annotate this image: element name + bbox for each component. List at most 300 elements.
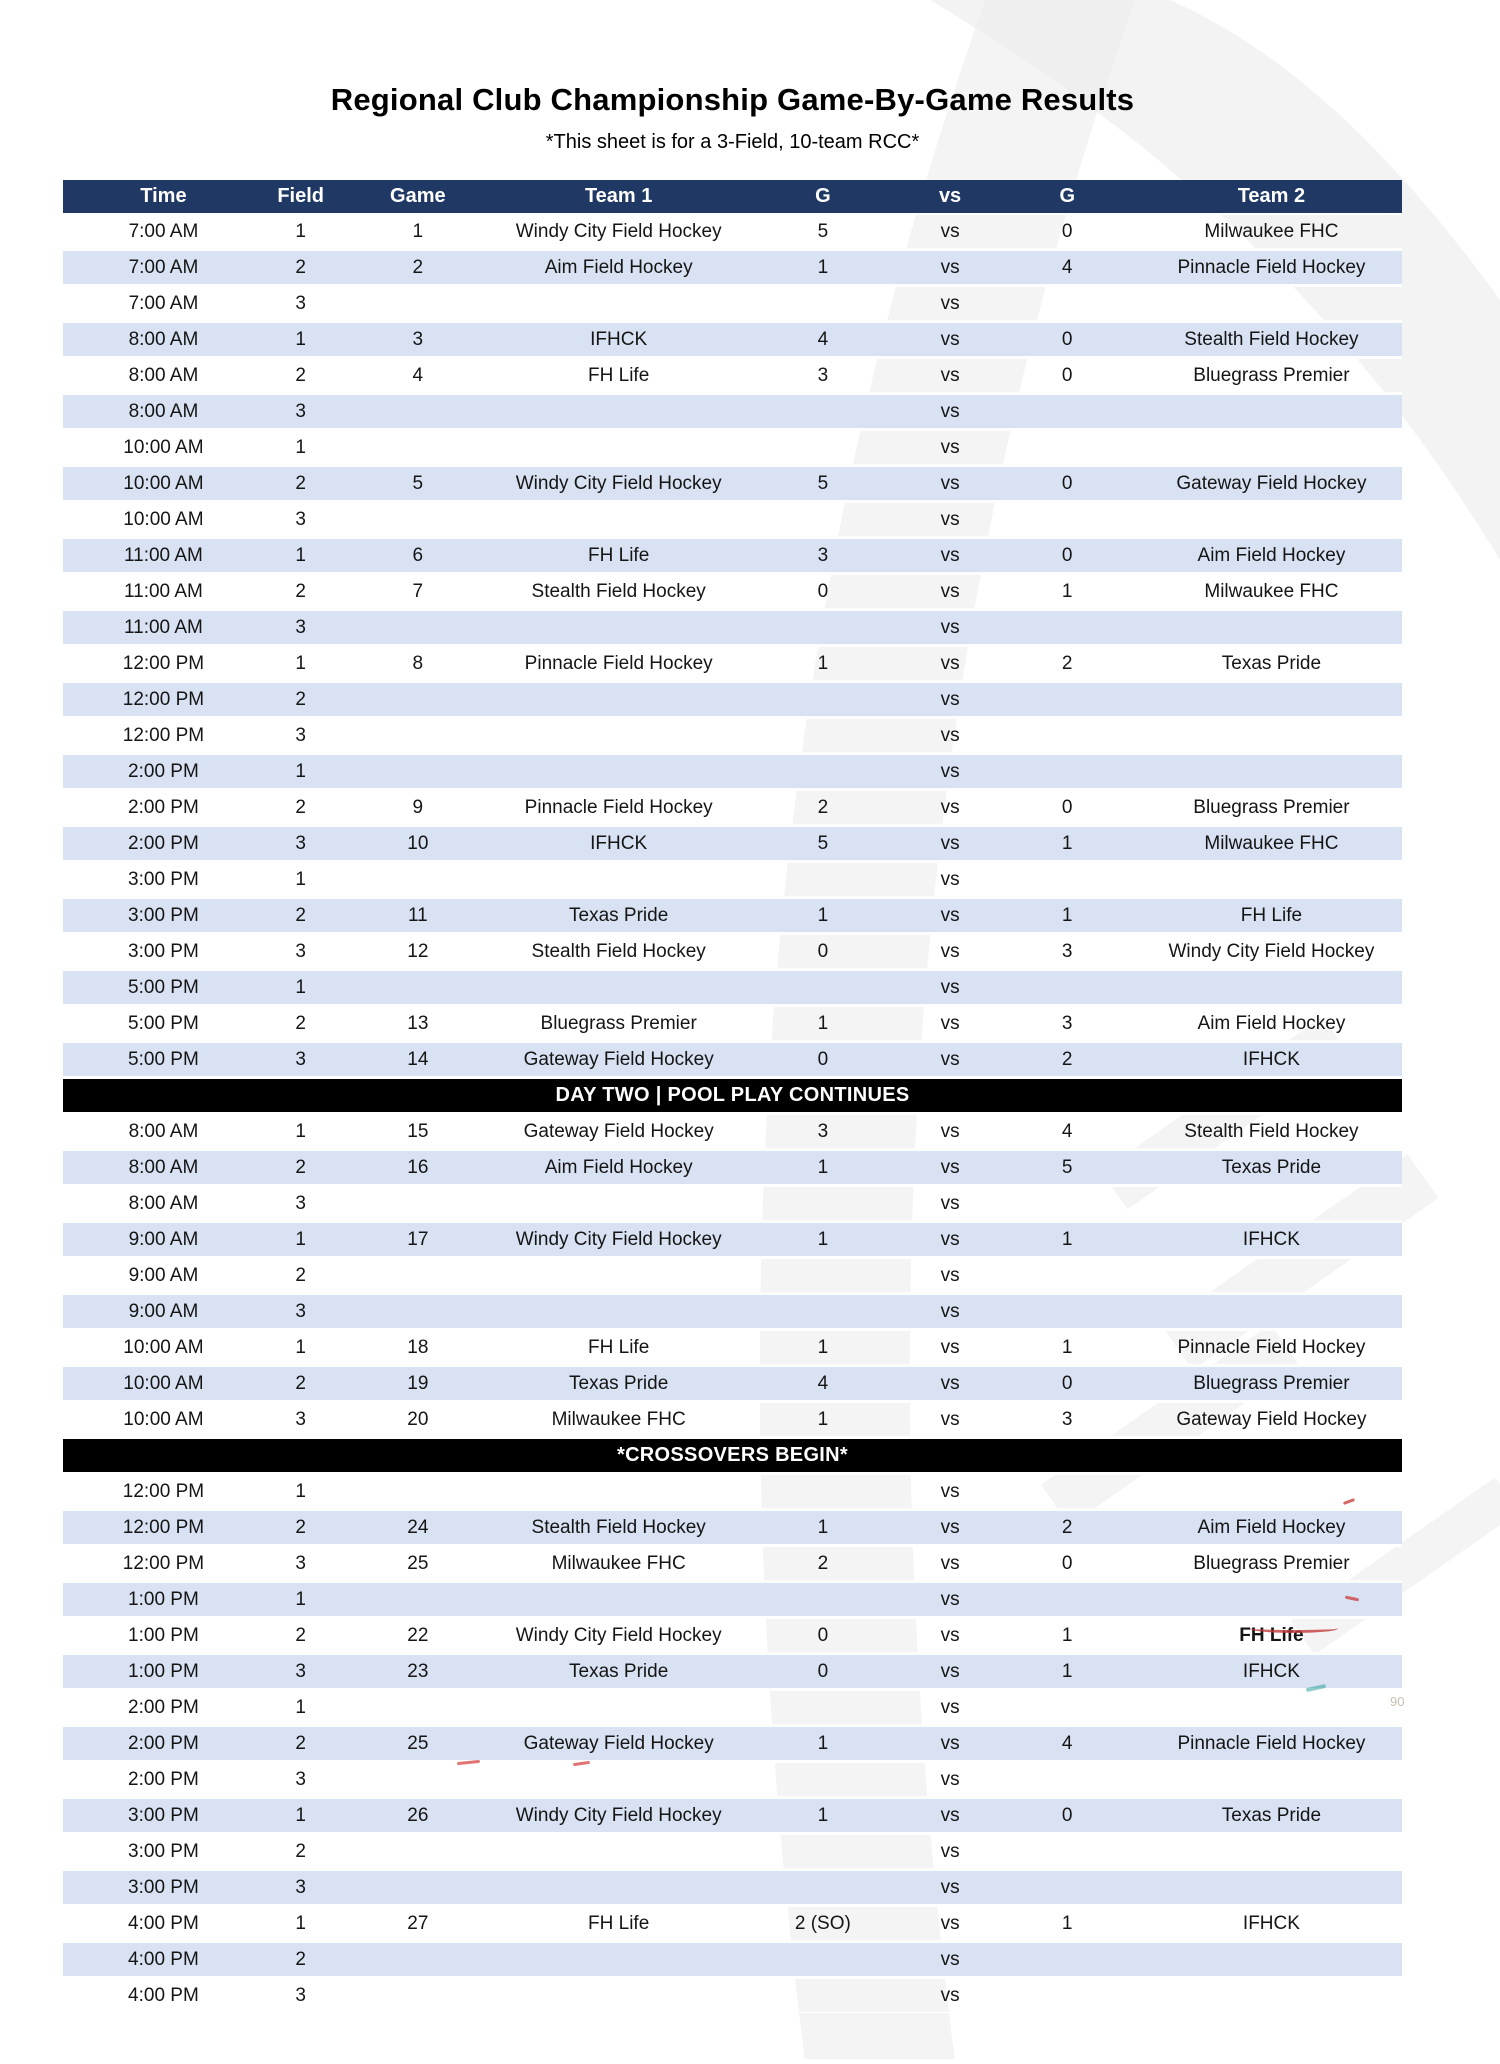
cell-vs: vs bbox=[907, 213, 994, 249]
cell-team2: Texas Pride bbox=[1141, 1797, 1402, 1833]
cell-field: 2 bbox=[264, 573, 338, 609]
game-row bbox=[63, 1041, 1402, 1077]
cell-team2 bbox=[1141, 429, 1402, 465]
cell-time: 9:00 AM bbox=[63, 1257, 264, 1293]
cell-g2 bbox=[994, 285, 1141, 321]
cell-time: 8:00 AM bbox=[63, 1113, 264, 1149]
game-row bbox=[63, 861, 1402, 897]
cell-g2: 1 bbox=[994, 1653, 1141, 1689]
cell-time: 10:00 AM bbox=[63, 1329, 264, 1365]
game-row bbox=[63, 717, 1402, 753]
cell-time: 5:00 PM bbox=[63, 1005, 264, 1041]
cell-g1: 0 bbox=[739, 1041, 906, 1077]
cell-field: 3 bbox=[264, 393, 338, 429]
cell-team1: Bluegrass Premier bbox=[498, 1005, 739, 1041]
game-row bbox=[63, 537, 1402, 573]
cell-team1: Texas Pride bbox=[498, 1365, 739, 1401]
cell-vs: vs bbox=[907, 1581, 994, 1617]
cell-g2: 1 bbox=[994, 1221, 1141, 1257]
cell-field: 1 bbox=[264, 1113, 338, 1149]
cell-team1 bbox=[498, 969, 739, 1005]
cell-game bbox=[337, 285, 498, 321]
cell-game: 23 bbox=[337, 1653, 498, 1689]
cell-team1 bbox=[498, 717, 739, 753]
cell-game bbox=[337, 1761, 498, 1797]
cell-team2 bbox=[1141, 1689, 1405, 1725]
cell-field: 1 bbox=[264, 1221, 338, 1257]
cell-vs: vs bbox=[907, 1221, 994, 1257]
cell-vs: vs bbox=[907, 1509, 994, 1545]
cell-g1 bbox=[739, 609, 906, 645]
cell-game: 25 bbox=[337, 1545, 498, 1581]
cell-vs: vs bbox=[907, 825, 994, 861]
cell-time: 4:00 PM bbox=[63, 1977, 264, 2013]
cell-team2 bbox=[1141, 1293, 1402, 1329]
cell-g2 bbox=[994, 393, 1141, 429]
cell-time: 3:00 PM bbox=[63, 897, 264, 933]
cell-time: 3:00 PM bbox=[63, 1797, 264, 1833]
cell-team1 bbox=[498, 393, 739, 429]
cell-time: 10:00 AM bbox=[63, 429, 264, 465]
cell-game: 27 bbox=[337, 1905, 498, 1941]
cell-vs: vs bbox=[907, 1941, 994, 1977]
cell-g1: 4 bbox=[739, 321, 906, 357]
cell-g1: 1 bbox=[739, 645, 906, 681]
cell-team2 bbox=[1141, 861, 1402, 897]
cell-field: 2 bbox=[264, 249, 338, 285]
cell-g1: 0 bbox=[739, 573, 906, 609]
cell-time: 1:00 PM bbox=[63, 1617, 264, 1653]
game-row bbox=[63, 1725, 1402, 1761]
section-banner-row bbox=[63, 1437, 1402, 1473]
cell-field: 3 bbox=[264, 1293, 338, 1329]
cell-game bbox=[337, 429, 498, 465]
game-row bbox=[63, 1617, 1402, 1653]
game-row bbox=[63, 1293, 1402, 1329]
cell-g1 bbox=[739, 285, 906, 321]
cell-team2: Milwaukee FHC bbox=[1141, 213, 1402, 249]
game-row bbox=[63, 213, 1402, 249]
cell-game bbox=[337, 753, 498, 789]
cell-time: 3:00 PM bbox=[63, 1833, 264, 1869]
cell-g2 bbox=[994, 1689, 1141, 1725]
cell-game bbox=[337, 717, 498, 753]
cell-g2 bbox=[994, 1869, 1141, 1905]
cell-time: 7:00 AM bbox=[63, 285, 264, 321]
cell-team2: IFHCK bbox=[1141, 1221, 1402, 1257]
cell-time: 2:00 PM bbox=[63, 1725, 264, 1761]
cell-time: 12:00 PM bbox=[63, 717, 264, 753]
cell-field: 3 bbox=[264, 825, 338, 861]
game-row bbox=[63, 501, 1402, 537]
game-row bbox=[63, 645, 1402, 681]
cell-g1: 4 bbox=[739, 1365, 906, 1401]
cell-team2: Bluegrass Premier bbox=[1141, 357, 1402, 393]
cell-g1: 5 bbox=[739, 465, 906, 501]
cell-team2: FH Life bbox=[1141, 897, 1402, 933]
cell-field: 2 bbox=[264, 897, 338, 933]
cell-field: 3 bbox=[264, 1869, 338, 1905]
cell-vs: vs bbox=[907, 1617, 994, 1653]
cell-field: 2 bbox=[264, 465, 338, 501]
cell-g1 bbox=[739, 429, 906, 465]
cell-game bbox=[337, 1689, 498, 1725]
cell-g2 bbox=[994, 1293, 1141, 1329]
cell-field: 2 bbox=[264, 1149, 338, 1185]
cell-game bbox=[337, 1941, 498, 1977]
cell-game: 22 bbox=[337, 1617, 498, 1653]
cell-time: 4:00 PM bbox=[63, 1905, 264, 1941]
cell-field: 2 bbox=[264, 1005, 338, 1041]
cell-time: 12:00 PM bbox=[63, 1509, 264, 1545]
cell-team1 bbox=[498, 1941, 739, 1977]
col-header-g1: G bbox=[739, 180, 906, 213]
game-row bbox=[63, 825, 1402, 861]
cell-vs: vs bbox=[907, 1365, 994, 1401]
cell-g1 bbox=[739, 1185, 906, 1221]
cell-team1 bbox=[498, 609, 739, 645]
cell-team1: FH Life bbox=[498, 537, 739, 573]
cell-time: 7:00 AM bbox=[63, 249, 264, 285]
cell-g2 bbox=[994, 861, 1141, 897]
cell-time: 8:00 AM bbox=[63, 393, 264, 429]
game-row bbox=[63, 249, 1402, 285]
cell-game: 18 bbox=[337, 1329, 498, 1365]
cell-team1: Aim Field Hockey bbox=[498, 249, 739, 285]
cell-g1: 1 bbox=[739, 1005, 906, 1041]
cell-g1 bbox=[739, 501, 906, 537]
cell-field: 2 bbox=[264, 1833, 338, 1869]
cell-g2: 0 bbox=[994, 1365, 1141, 1401]
cell-g1 bbox=[739, 969, 906, 1005]
cell-team2: Bluegrass Premier bbox=[1141, 1545, 1402, 1581]
game-row bbox=[63, 573, 1402, 609]
cell-g2: 0 bbox=[994, 1797, 1141, 1833]
cell-team1: Windy City Field Hockey bbox=[498, 213, 739, 249]
cell-g1 bbox=[739, 1581, 906, 1617]
cell-team1: IFHCK bbox=[498, 321, 739, 357]
cell-team1: Gateway Field Hockey bbox=[498, 1113, 739, 1149]
cell-team2: Aim Field Hockey bbox=[1141, 537, 1402, 573]
results-table bbox=[63, 180, 1405, 2013]
col-header-field: Field bbox=[264, 180, 338, 213]
cell-g1 bbox=[739, 1293, 906, 1329]
cell-field: 3 bbox=[264, 609, 338, 645]
cell-time: 10:00 AM bbox=[63, 1401, 264, 1437]
cell-team2 bbox=[1141, 1473, 1402, 1509]
cell-g2 bbox=[994, 1473, 1141, 1509]
cell-g1: 0 bbox=[739, 1653, 906, 1689]
cell-team2 bbox=[1141, 1581, 1402, 1617]
cell-game: 16 bbox=[337, 1149, 498, 1185]
cell-g2 bbox=[994, 1581, 1141, 1617]
cell-g1: 3 bbox=[739, 537, 906, 573]
cell-time: 11:00 AM bbox=[63, 609, 264, 645]
cell-game: 2 bbox=[337, 249, 498, 285]
cell-team2: Pinnacle Field Hockey bbox=[1141, 1329, 1402, 1365]
cell-team1 bbox=[498, 285, 739, 321]
cell-game: 8 bbox=[337, 645, 498, 681]
cell-g2 bbox=[994, 753, 1141, 789]
cell-team1: Gateway Field Hockey bbox=[498, 1041, 739, 1077]
cell-vs: vs bbox=[907, 537, 994, 573]
cell-team2 bbox=[1141, 285, 1402, 321]
game-row bbox=[63, 1689, 1402, 1725]
cell-time: 8:00 AM bbox=[63, 1149, 264, 1185]
cell-game: 20 bbox=[337, 1401, 498, 1437]
cell-g2: 5 bbox=[994, 1149, 1141, 1185]
cell-team1: Stealth Field Hockey bbox=[498, 1509, 739, 1545]
game-row bbox=[63, 1545, 1402, 1581]
cell-team1 bbox=[498, 429, 739, 465]
cell-time: 5:00 PM bbox=[63, 969, 264, 1005]
cell-team2: Milwaukee FHC bbox=[1141, 573, 1402, 609]
cell-g2: 1 bbox=[994, 897, 1141, 933]
cell-g1: 3 bbox=[739, 1113, 906, 1149]
cell-time: 3:00 PM bbox=[63, 861, 264, 897]
cell-time: 7:00 AM bbox=[63, 213, 264, 249]
cell-g1: 1 bbox=[739, 1401, 906, 1437]
cell-g2: 0 bbox=[994, 1545, 1141, 1581]
cell-g1: 2 (SO) bbox=[739, 1905, 906, 1941]
cell-team2: IFHCK bbox=[1141, 1041, 1402, 1077]
cell-time: 5:00 PM bbox=[63, 1041, 264, 1077]
cell-field: 3 bbox=[264, 1545, 338, 1581]
cell-team2: Milwaukee FHC bbox=[1141, 825, 1402, 861]
cell-game: 25 bbox=[337, 1725, 498, 1761]
cell-game bbox=[337, 681, 498, 717]
cell-game bbox=[337, 969, 498, 1005]
cell-time: 11:00 AM bbox=[63, 537, 264, 573]
cell-vs: vs bbox=[907, 429, 994, 465]
cell-vs: vs bbox=[907, 1977, 994, 2013]
cell-g1: 3 bbox=[739, 357, 906, 393]
cell-g1: 2 bbox=[739, 789, 906, 825]
cell-vs: vs bbox=[907, 1041, 994, 1077]
cell-g1: 1 bbox=[739, 249, 906, 285]
cell-time: 10:00 AM bbox=[63, 1365, 264, 1401]
cell-game: 7 bbox=[337, 573, 498, 609]
cell-team1: Milwaukee FHC bbox=[498, 1545, 739, 1581]
cell-field: 3 bbox=[264, 285, 338, 321]
cell-team1: Texas Pride bbox=[498, 1653, 739, 1689]
cell-time: 2:00 PM bbox=[63, 753, 264, 789]
cell-g1 bbox=[739, 681, 906, 717]
cell-team1 bbox=[498, 1761, 739, 1797]
cell-game bbox=[337, 501, 498, 537]
cell-time: 12:00 PM bbox=[63, 681, 264, 717]
cell-g2: 1 bbox=[994, 1329, 1141, 1365]
cell-vs: vs bbox=[907, 1005, 994, 1041]
game-row bbox=[63, 465, 1402, 501]
cell-g2: 0 bbox=[994, 465, 1141, 501]
game-row bbox=[63, 285, 1402, 321]
game-row bbox=[63, 1797, 1402, 1833]
cell-team2 bbox=[1141, 1941, 1402, 1977]
cell-team1 bbox=[498, 1977, 739, 2013]
game-row bbox=[63, 1833, 1402, 1869]
cell-game: 9 bbox=[337, 789, 498, 825]
cell-vs: vs bbox=[907, 1869, 994, 1905]
cell-team2 bbox=[1141, 1761, 1402, 1797]
cell-vs: vs bbox=[907, 609, 994, 645]
cell-g1 bbox=[739, 1257, 906, 1293]
cell-g2: 1 bbox=[994, 825, 1141, 861]
cell-field: 1 bbox=[264, 645, 338, 681]
game-row bbox=[63, 1869, 1402, 1905]
game-row bbox=[63, 1473, 1402, 1509]
cell-time: 3:00 PM bbox=[63, 933, 264, 969]
cell-team2: Windy City Field Hockey bbox=[1141, 933, 1402, 969]
cell-team2: Texas Pride bbox=[1141, 1149, 1402, 1185]
cell-team2: Stealth Field Hockey bbox=[1141, 321, 1402, 357]
cell-g1 bbox=[739, 717, 906, 753]
cell-g1: 1 bbox=[739, 897, 906, 933]
cell-vs: vs bbox=[907, 753, 994, 789]
cell-vs: vs bbox=[907, 1653, 994, 1689]
cell-field: 2 bbox=[264, 357, 338, 393]
cell-time: 8:00 AM bbox=[63, 321, 264, 357]
cell-g1 bbox=[739, 861, 906, 897]
cell-g1: 0 bbox=[739, 1617, 906, 1653]
cell-team2 bbox=[1141, 501, 1402, 537]
cell-team1: Stealth Field Hockey bbox=[498, 573, 739, 609]
game-row bbox=[63, 681, 1402, 717]
cell-team2: Pinnacle Field Hockey bbox=[1141, 249, 1402, 285]
cell-g2: 4 bbox=[994, 249, 1141, 285]
cell-vs: vs bbox=[907, 321, 994, 357]
cell-team2: Bluegrass Premier bbox=[1141, 789, 1402, 825]
cell-vs: vs bbox=[907, 1725, 994, 1761]
cell-team2: Pinnacle Field Hockey bbox=[1141, 1725, 1402, 1761]
game-row bbox=[63, 1149, 1402, 1185]
game-row bbox=[63, 1761, 1402, 1797]
cell-vs: vs bbox=[907, 933, 994, 969]
cell-game: 6 bbox=[337, 537, 498, 573]
cell-field: 2 bbox=[264, 789, 338, 825]
cell-field: 3 bbox=[264, 1977, 338, 2013]
cell-time: 1:00 PM bbox=[63, 1653, 264, 1689]
cell-time: 1:00 PM bbox=[63, 1581, 264, 1617]
cell-g1: 5 bbox=[739, 825, 906, 861]
game-row bbox=[63, 1365, 1402, 1401]
cell-vs: vs bbox=[907, 573, 994, 609]
cell-time: 8:00 AM bbox=[63, 1185, 264, 1221]
cell-field: 1 bbox=[264, 1329, 338, 1365]
cell-vs: vs bbox=[907, 1329, 994, 1365]
cell-vs: vs bbox=[907, 393, 994, 429]
cell-g1 bbox=[739, 393, 906, 429]
cell-g1 bbox=[739, 1941, 906, 1977]
cell-game: 1 bbox=[337, 213, 498, 249]
cell-g2: 0 bbox=[994, 213, 1141, 249]
cell-time: 2:00 PM bbox=[63, 1689, 264, 1725]
cell-game bbox=[337, 1473, 498, 1509]
section-banner-label: *CROSSOVERS BEGIN* bbox=[63, 1437, 1402, 1473]
game-row bbox=[63, 789, 1402, 825]
game-row bbox=[63, 609, 1402, 645]
cell-team1: Windy City Field Hockey bbox=[498, 1617, 739, 1653]
cell-field: 1 bbox=[264, 861, 338, 897]
cell-g2 bbox=[994, 609, 1141, 645]
cell-field: 2 bbox=[264, 681, 338, 717]
cell-vs: vs bbox=[907, 1905, 994, 1941]
cell-g2: 3 bbox=[994, 1401, 1141, 1437]
cell-team1: Windy City Field Hockey bbox=[498, 1221, 739, 1257]
cell-vs: vs bbox=[907, 1833, 994, 1869]
cell-game bbox=[337, 393, 498, 429]
cell-team2 bbox=[1141, 681, 1402, 717]
cell-field: 1 bbox=[264, 969, 338, 1005]
cell-game bbox=[337, 1833, 498, 1869]
cell-g1: 1 bbox=[739, 1509, 906, 1545]
cell-team2: Gateway Field Hockey bbox=[1141, 1401, 1402, 1437]
cell-vs: vs bbox=[907, 1257, 994, 1293]
cell-field: 1 bbox=[264, 1905, 338, 1941]
cell-field: 1 bbox=[264, 321, 338, 357]
cell-team2: Texas Pride bbox=[1141, 645, 1402, 681]
cell-g2: 0 bbox=[994, 357, 1141, 393]
cell-team1: FH Life bbox=[498, 1329, 739, 1365]
cell-team2: Bluegrass Premier bbox=[1141, 1365, 1402, 1401]
cell-vs: vs bbox=[907, 1401, 994, 1437]
cell-g2: 1 bbox=[994, 573, 1141, 609]
cell-team1: IFHCK bbox=[498, 825, 739, 861]
cell-team1: Pinnacle Field Hockey bbox=[498, 645, 739, 681]
cell-g2 bbox=[994, 1833, 1141, 1869]
cell-g2: 2 bbox=[994, 645, 1141, 681]
cell-field: 3 bbox=[264, 1653, 338, 1689]
cell-vs: vs bbox=[907, 285, 994, 321]
cell-field: 2 bbox=[264, 1365, 338, 1401]
game-row bbox=[63, 753, 1402, 789]
cell-g2 bbox=[994, 1257, 1141, 1293]
cell-time: 12:00 PM bbox=[63, 1473, 264, 1509]
cell-g2 bbox=[994, 969, 1141, 1005]
results-table-body bbox=[63, 213, 1405, 2013]
cell-game bbox=[337, 1581, 498, 1617]
game-row bbox=[63, 1905, 1402, 1941]
game-row bbox=[63, 1257, 1402, 1293]
cell-field: 1 bbox=[264, 537, 338, 573]
cell-team2 bbox=[1141, 753, 1402, 789]
cell-time: 10:00 AM bbox=[63, 501, 264, 537]
cell-field: 2 bbox=[264, 1509, 338, 1545]
cell-team2 bbox=[1141, 1977, 1402, 2013]
cell-field: 1 bbox=[264, 1689, 338, 1725]
cell-team1: Pinnacle Field Hockey bbox=[498, 789, 739, 825]
game-row bbox=[63, 1329, 1402, 1365]
game-row bbox=[63, 1509, 1402, 1545]
cell-game: 10 bbox=[337, 825, 498, 861]
cell-vs: vs bbox=[907, 357, 994, 393]
cell-time: 3:00 PM bbox=[63, 1869, 264, 1905]
header-row bbox=[63, 180, 1402, 213]
cell-game: 14 bbox=[337, 1041, 498, 1077]
game-row bbox=[63, 1005, 1402, 1041]
cell-team1 bbox=[498, 681, 739, 717]
cell-g2 bbox=[994, 1761, 1141, 1797]
cell-g2 bbox=[994, 681, 1141, 717]
cell-g2: 4 bbox=[994, 1725, 1141, 1761]
cell-time: 9:00 AM bbox=[63, 1293, 264, 1329]
cell-team2: Stealth Field Hockey bbox=[1141, 1113, 1402, 1149]
cell-game bbox=[337, 1869, 498, 1905]
cell-vs: vs bbox=[907, 645, 994, 681]
cell-team1 bbox=[498, 753, 739, 789]
cell-time: 10:00 AM bbox=[63, 465, 264, 501]
game-row bbox=[63, 1653, 1402, 1689]
